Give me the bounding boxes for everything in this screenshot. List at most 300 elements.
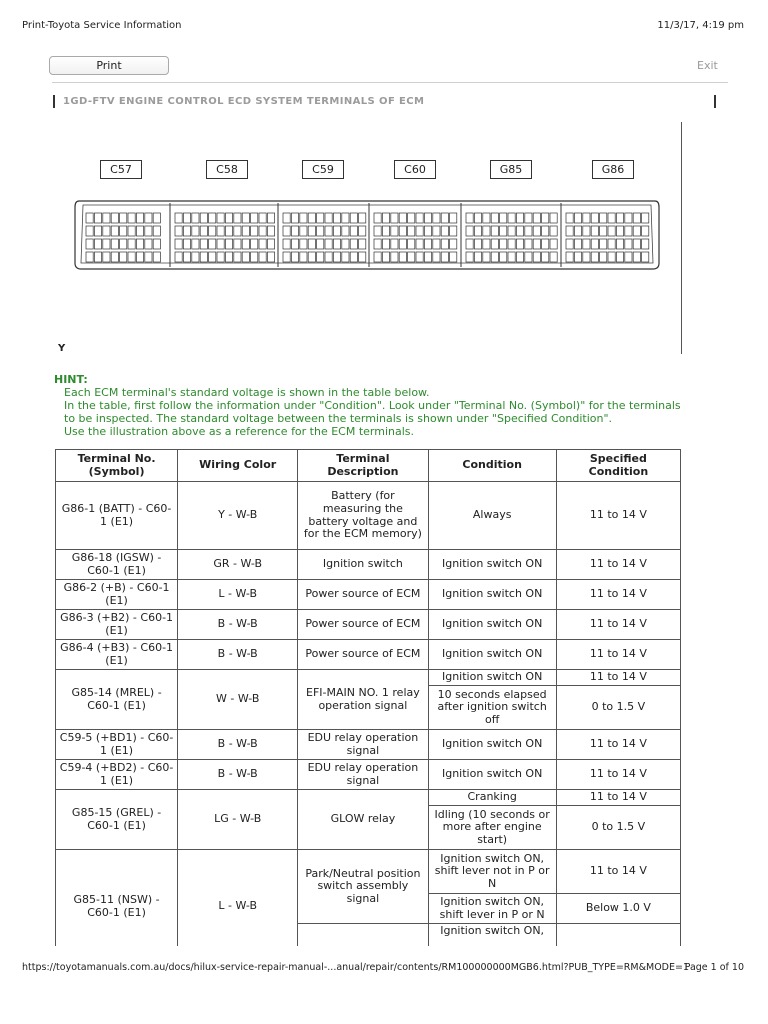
connector-pin (136, 226, 143, 236)
connector-pin (359, 213, 366, 223)
connector-pin (359, 226, 366, 236)
description-cell: Power source of ECM (298, 610, 428, 640)
connector-pin (374, 239, 381, 249)
connector-pin (86, 239, 93, 249)
connector-pin (317, 213, 324, 223)
specified-cell: Below 1.0 V (556, 894, 680, 924)
condition-cell: Ignition switch ON (428, 730, 556, 760)
connector-pin (382, 226, 389, 236)
connector-pin (128, 239, 135, 249)
connector-pin (516, 252, 523, 262)
specified-cell: 11 to 14 V (556, 850, 680, 894)
connector-pin (153, 252, 160, 262)
condition-cell: Ignition switch ON (428, 640, 556, 670)
connector-pin (633, 226, 640, 236)
connector-pin (120, 239, 127, 249)
connector-pin (217, 239, 224, 249)
connector-pin (111, 226, 118, 236)
connector-pin (500, 213, 507, 223)
connector-pin (399, 213, 406, 223)
connector-pin (300, 213, 307, 223)
connector-pin (325, 239, 332, 249)
wiring-cell: B - W-B (178, 610, 298, 640)
col-header-wiring: Wiring Color (178, 450, 298, 482)
connector-pin (192, 213, 199, 223)
specified-cell: 11 to 14 V (556, 482, 680, 550)
header-divider (52, 82, 728, 83)
diagram-border (681, 122, 682, 354)
table-row (56, 760, 681, 790)
condition-cell: Cranking (428, 790, 556, 806)
connector-pin (374, 226, 381, 236)
connector-pin (317, 239, 324, 249)
connector-pin (508, 226, 515, 236)
connector-pin (616, 252, 623, 262)
connector-pin (550, 213, 557, 223)
connector-pin (86, 226, 93, 236)
connector-pin (145, 252, 152, 262)
connector-pin (508, 239, 515, 249)
condition-cell: Ignition switch ON (428, 670, 556, 686)
connector-pin (359, 252, 366, 262)
connector-pin (416, 239, 423, 249)
connector-pin (466, 213, 473, 223)
connector-pin (374, 213, 381, 223)
connector-pin (399, 226, 406, 236)
connector-pin (591, 213, 598, 223)
description-cell: EDU relay operation signal (298, 730, 428, 760)
connector-pin (441, 226, 448, 236)
connector-pin (94, 239, 101, 249)
connector-pin (633, 239, 640, 249)
specified-cell: 11 to 14 V (556, 790, 680, 806)
connector-pin (175, 213, 182, 223)
connector-pin (433, 213, 440, 223)
connector-pin (251, 239, 258, 249)
connector-label-c60: C60 (394, 160, 436, 179)
connector-pin (153, 239, 160, 249)
header-bar-right (714, 95, 716, 108)
connector-pin (145, 213, 152, 223)
connector-pin (508, 252, 515, 262)
connector-pin (136, 239, 143, 249)
connector-pin (391, 252, 398, 262)
terminal-spec-table (55, 449, 681, 964)
specified-cell: 11 to 14 V (556, 760, 680, 790)
connector-pin (591, 239, 598, 249)
terminal-cell: G85-14 (MREL) - C60-1 (E1) (56, 670, 178, 730)
connector-pin (111, 239, 118, 249)
connector-pin (408, 213, 415, 223)
connector-label-g85: G85 (490, 160, 532, 179)
condition-cell: Always (428, 482, 556, 550)
specified-cell: 0 to 1.5 V (556, 686, 680, 730)
connector-pin (424, 252, 431, 262)
section-header: 1GD-FTV ENGINE CONTROL ECD SYSTEM TERMINALS OF ECM (63, 96, 425, 107)
connector-pin (642, 252, 649, 262)
terminal-cell: G86-2 (+B) - C60-1 (E1) (56, 580, 178, 610)
connector-pin (153, 226, 160, 236)
connector-pin (382, 252, 389, 262)
specified-cell: 11 to 14 V (556, 610, 680, 640)
connector-pin (234, 239, 241, 249)
connector-pin (300, 252, 307, 262)
connector-pin (111, 252, 118, 262)
connector-pin (192, 239, 199, 249)
wiring-cell: L - W-B (178, 580, 298, 610)
hint-line: Each ECM terminal's standard voltage is shown in the table below. (64, 386, 430, 399)
connector-pin (308, 252, 315, 262)
connector-pin (474, 239, 481, 249)
table-row (56, 580, 681, 610)
connector-pin (225, 239, 232, 249)
connector-pin (433, 226, 440, 236)
connector-pin (86, 252, 93, 262)
connector-pin (566, 213, 573, 223)
connector-pin (342, 252, 349, 262)
specified-cell: 11 to 14 V (556, 640, 680, 670)
print-button[interactable]: Print (49, 56, 169, 75)
connector-pin (183, 213, 190, 223)
connector-pin (94, 213, 101, 223)
connector-pin (94, 226, 101, 236)
connector-pin (450, 213, 457, 223)
connector-pin (251, 213, 258, 223)
connector-pin (300, 226, 307, 236)
connector-pin (308, 213, 315, 223)
connector-pin (483, 239, 490, 249)
connector-pin (217, 252, 224, 262)
connector-pin (209, 239, 216, 249)
footer-url: https://toyotamanuals.com.au/docs/hilux-service-repair-manual-...anual/repair/contents/RM100000000MGB6.html?PUB_TYPE=RM&MODE=1 (22, 962, 689, 973)
connector-pin (217, 226, 224, 236)
connector-pin (642, 213, 649, 223)
connector-pin (136, 213, 143, 223)
table-row (56, 550, 681, 580)
connector-pin (566, 226, 573, 236)
connector-pin (533, 239, 540, 249)
specified-cell: 11 to 14 V (556, 580, 680, 610)
connector-pin (574, 239, 581, 249)
connector-pin (542, 226, 549, 236)
connector-pin (450, 226, 457, 236)
ecm-connector-diagram (73, 195, 661, 273)
connector-pin (633, 252, 640, 262)
specified-cell: 11 to 14 V (556, 550, 680, 580)
condition-cell: Ignition switch ON, shift lever in P or N (428, 894, 556, 924)
connector-pin (533, 252, 540, 262)
connector-pin (291, 239, 298, 249)
terminal-cell: G86-3 (+B2) - C60-1 (E1) (56, 610, 178, 640)
terminal-cell: C59-4 (+BD2) - C60-1 (E1) (56, 760, 178, 790)
connector-pin (424, 213, 431, 223)
connector-pin (325, 252, 332, 262)
condition-cell: Ignition switch ON (428, 610, 556, 640)
connector-pin (200, 226, 207, 236)
connector-pin (145, 226, 152, 236)
connector-pin (483, 226, 490, 236)
print-datetime: 11/3/17, 4:19 pm (657, 20, 744, 31)
wiring-cell: LG - W-B (178, 790, 298, 850)
connector-pin (391, 213, 398, 223)
connector-pin (234, 213, 241, 223)
connector-pin (209, 252, 216, 262)
connector-pin (566, 252, 573, 262)
exit-link[interactable]: Exit (697, 59, 718, 72)
connector-pin (441, 239, 448, 249)
connector-pin (583, 252, 590, 262)
connector-pin (516, 213, 523, 223)
connector-pin (533, 226, 540, 236)
connector-pin (251, 226, 258, 236)
connector-pin (350, 239, 357, 249)
connector-pin (217, 213, 224, 223)
connector-pin (94, 252, 101, 262)
connector-pin (242, 239, 249, 249)
connector-pin (491, 213, 498, 223)
connector-pin (533, 213, 540, 223)
specified-cell: 11 to 14 V (556, 730, 680, 760)
connector-pin (86, 213, 93, 223)
connector-pin (128, 252, 135, 262)
connector-pin (267, 226, 274, 236)
connector-pin (608, 213, 615, 223)
connector-pin (450, 239, 457, 249)
connector-pin (291, 226, 298, 236)
connector-pin (153, 213, 160, 223)
connector-pin (591, 252, 598, 262)
connector-pin (209, 213, 216, 223)
description-cell: Power source of ECM (298, 640, 428, 670)
connector-pin (525, 252, 532, 262)
connector-pin (642, 239, 649, 249)
col-header-description: Terminal Description (298, 450, 428, 482)
connector-pin (120, 226, 127, 236)
condition-cell: Ignition switch ON, (428, 924, 556, 964)
connector-pin (300, 239, 307, 249)
connector-pin (625, 226, 632, 236)
connector-pin (200, 252, 207, 262)
connector-pin (175, 226, 182, 236)
connector-pin (283, 239, 290, 249)
connector-pin (308, 239, 315, 249)
connector-pin (500, 226, 507, 236)
connector-pin (424, 239, 431, 249)
connector-pin (608, 226, 615, 236)
hint-block (54, 373, 734, 438)
connector-pin (600, 252, 607, 262)
connector-pin (408, 252, 415, 262)
connector-pin (508, 213, 515, 223)
connector-pin (283, 226, 290, 236)
connector-pin (267, 239, 274, 249)
connector-pin (259, 226, 266, 236)
description-cell: Ignition switch (298, 550, 428, 580)
connector-pin (441, 252, 448, 262)
connector-pin (225, 226, 232, 236)
specified-cell: 11 to 14 V (556, 670, 680, 686)
terminal-cell: G85-11 (NSW) - C60-1 (E1) (56, 850, 178, 964)
connector-pin (542, 239, 549, 249)
connector-pin (192, 226, 199, 236)
wiring-cell: B - W-B (178, 760, 298, 790)
connector-pin (267, 252, 274, 262)
description-cell: Battery (for measuring the battery voltage and for the ECM memory) (298, 482, 428, 550)
connector-pin (111, 213, 118, 223)
connector-pin (259, 213, 266, 223)
connector-pin (242, 252, 249, 262)
wiring-cell: L - W-B (178, 850, 298, 964)
connector-pin (583, 226, 590, 236)
connector-pin (483, 252, 490, 262)
connector-pin (242, 226, 249, 236)
description-cell: GLOW relay (298, 790, 428, 850)
condition-cell: Idling (10 seconds or more after engine start) (428, 806, 556, 850)
connector-label-c58: C58 (206, 160, 248, 179)
connector-pin (175, 239, 182, 249)
connector-label-c57: C57 (100, 160, 142, 179)
connector-pin (424, 226, 431, 236)
description-cell: EFI-MAIN NO. 1 relay operation signal (298, 670, 428, 730)
connector-pin (234, 226, 241, 236)
terminal-cell: G86-4 (+B3) - C60-1 (E1) (56, 640, 178, 670)
connector-pin (183, 252, 190, 262)
connector-pin (234, 252, 241, 262)
table-row (56, 640, 681, 670)
connector-pin (225, 213, 232, 223)
connector-pin (550, 226, 557, 236)
connector-pin (103, 239, 110, 249)
connector-pin (625, 213, 632, 223)
connector-pin (259, 239, 266, 249)
connector-pin (583, 239, 590, 249)
connector-pin (291, 252, 298, 262)
connector-pin (574, 252, 581, 262)
page-title: Print-Toyota Service Information (22, 20, 182, 31)
connector-pin (600, 213, 607, 223)
connector-pin (103, 213, 110, 223)
connector-pin (542, 252, 549, 262)
connector-pin (416, 252, 423, 262)
hint-line: Use the illustration above as a reference for the ECM terminals. (64, 425, 415, 438)
connector-pin (466, 226, 473, 236)
table-row (56, 670, 681, 686)
connector-pin (175, 252, 182, 262)
table-row (56, 730, 681, 760)
connector-pin (574, 226, 581, 236)
connector-label-g86: G86 (592, 160, 634, 179)
condition-cell: Ignition switch ON (428, 550, 556, 580)
connector-pin (333, 213, 340, 223)
connector-pin (625, 252, 632, 262)
connector-pin (391, 239, 398, 249)
connector-pin (616, 226, 623, 236)
connector-pin (474, 252, 481, 262)
wiring-cell: W - W-B (178, 670, 298, 730)
hint-title: HINT: (54, 373, 88, 386)
connector-pin (633, 213, 640, 223)
connector-pin (600, 239, 607, 249)
page-indicator: Page 1 of 10 (684, 962, 744, 973)
table-row (56, 850, 681, 894)
connector-pin (450, 252, 457, 262)
wiring-cell: B - W-B (178, 730, 298, 760)
connector-pin (525, 239, 532, 249)
connector-pin (200, 213, 207, 223)
connector-pin (408, 226, 415, 236)
connector-pin (441, 213, 448, 223)
wiring-cell: B - W-B (178, 640, 298, 670)
connector-pin (225, 252, 232, 262)
connector-pin (120, 213, 127, 223)
connector-pin (192, 252, 199, 262)
table-header-row (56, 450, 681, 482)
connector-pin (516, 239, 523, 249)
connector-pin (317, 226, 324, 236)
col-header-specified: Specified Condition (556, 450, 680, 482)
connector-pin (416, 226, 423, 236)
condition-cell: Ignition switch ON, shift lever not in P or N (428, 850, 556, 894)
connector-pin (350, 213, 357, 223)
connector-pin (317, 252, 324, 262)
connector-pin (342, 213, 349, 223)
connector-pin (103, 226, 110, 236)
connector-pin (399, 252, 406, 262)
description-cell: Power source of ECM (298, 580, 428, 610)
connector-pin (583, 213, 590, 223)
table-row (56, 790, 681, 806)
condition-cell: Ignition switch ON (428, 580, 556, 610)
connector-pin (616, 213, 623, 223)
hint-line: In the table, first follow the information under "Condition". Look under "Terminal No. (Symbol)" for the terminals (64, 399, 681, 412)
connector-pin (382, 213, 389, 223)
connector-pin (525, 226, 532, 236)
connector-pin (550, 252, 557, 262)
connector-pin (491, 239, 498, 249)
connector-pin (259, 252, 266, 262)
terminal-cell: C59-5 (+BD1) - C60-1 (E1) (56, 730, 178, 760)
header-bar-left (53, 95, 55, 108)
connector-pin (183, 226, 190, 236)
connector-pin (283, 213, 290, 223)
connector-pin (491, 252, 498, 262)
terminal-cell: G85-15 (GREL) - C60-1 (E1) (56, 790, 178, 850)
connector-pin (283, 252, 290, 262)
connector-pin (542, 213, 549, 223)
connector-pin (325, 226, 332, 236)
connector-pin (600, 226, 607, 236)
connector-pin (267, 213, 274, 223)
connector-pin (474, 213, 481, 223)
connector-label-c59: C59 (302, 160, 344, 179)
connector-pin (550, 239, 557, 249)
connector-pin (616, 239, 623, 249)
connector-pin (500, 239, 507, 249)
col-header-condition: Condition (428, 450, 556, 482)
table-row (56, 482, 681, 550)
connector-pin (374, 252, 381, 262)
wiring-cell: GR - W-B (178, 550, 298, 580)
table-row (56, 610, 681, 640)
connector-pin (136, 252, 143, 262)
condition-cell: 10 seconds elapsed after ignition switch off (428, 686, 556, 730)
connector-pin (591, 226, 598, 236)
connector-pin (466, 252, 473, 262)
connector-pin (333, 226, 340, 236)
connector-pin (408, 239, 415, 249)
connector-pin (382, 239, 389, 249)
connector-pin (625, 239, 632, 249)
